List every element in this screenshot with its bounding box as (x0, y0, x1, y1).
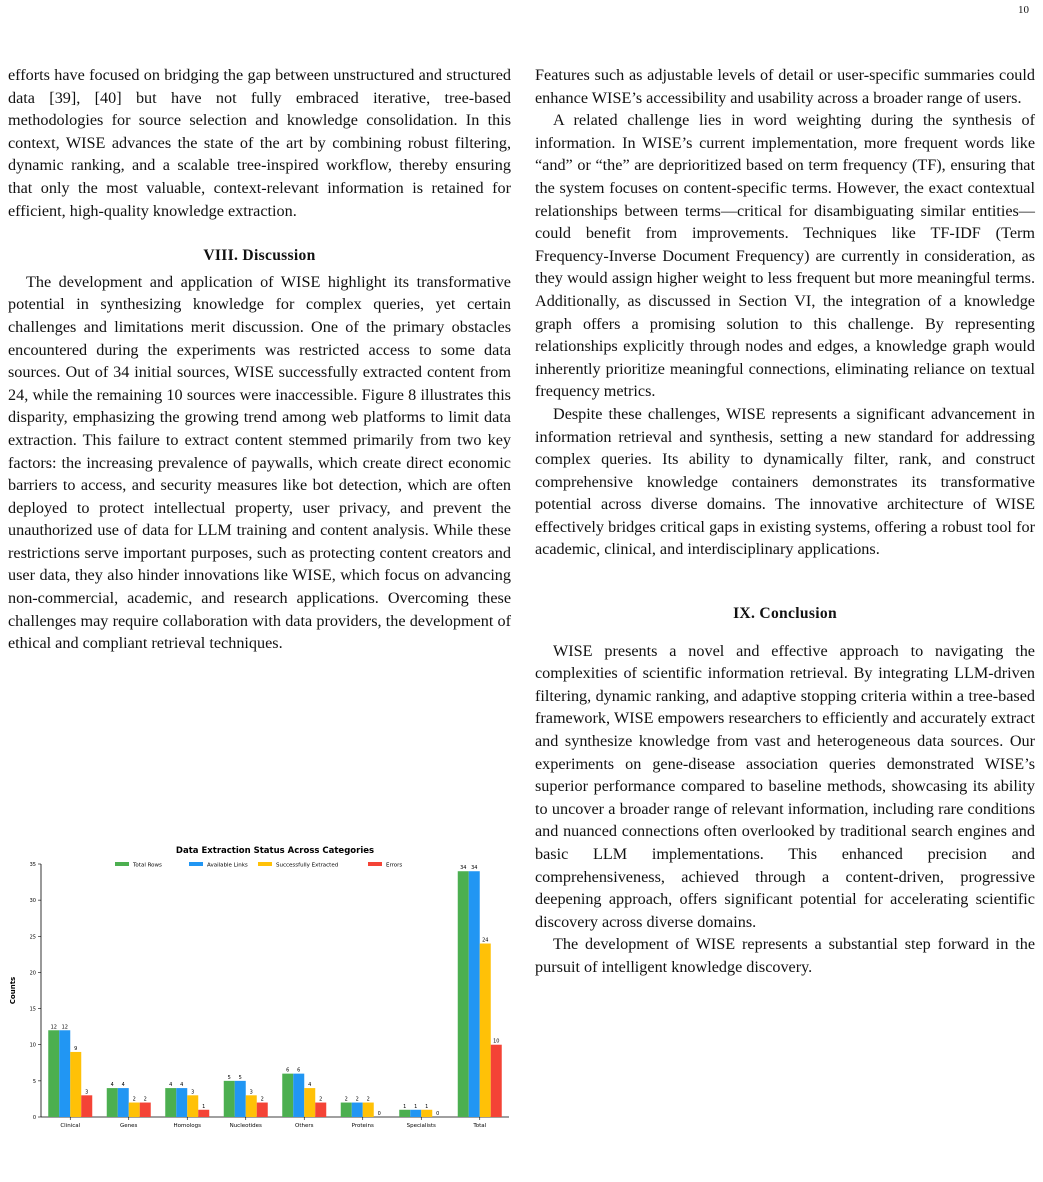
bar (352, 1103, 363, 1117)
x-tick-label: Homologs (173, 1123, 201, 1129)
bar-value-label: 1 (202, 1103, 206, 1110)
bar (176, 1088, 187, 1117)
bar-value-label: 9 (74, 1045, 78, 1052)
bar (293, 1074, 304, 1117)
bar (165, 1088, 176, 1117)
bar-value-label: 4 (180, 1082, 184, 1089)
bar (469, 871, 480, 1117)
bar-value-label: 1 (425, 1103, 429, 1110)
bar (118, 1088, 129, 1117)
conclusion-paragraph-1: WISE presents a novel and effective approach to navigating the complexities of scientific information retrieval. By integrating LLM-driven filtering, dynamic ranking, and adaptive stopping criteria within a tree-based framework, WISE empowers researchers to efficiently and accurately extract and synthesize knowledge from vast and heterogeneous data sources. Our experiments on gene-disease association queries demonstrated WISE’s superior performance compared to baseline methods, showcasing its ability to uncover a broader range of relevant information, including rare conditions and nuanced connections often overlooked by traditional search engines and basic LLM implementations. This enhanced precision and comprehensiveness, achieved through a content-driven, progressive deepening approach, offers significant potential for accelerating scientific discovery across diverse domains. (535, 641, 1035, 931)
bar-value-label: 2 (344, 1096, 348, 1103)
x-tick-label: Clinical (60, 1123, 81, 1129)
bar (304, 1088, 315, 1117)
discussion-paragraph: The development and application of WISE highlight its transformative potential in synthesizing knowledge for complex queries, yet certain challenges and limitations merit discussion. One of the primary obstacles encountered during the experiments was restricted access to some data sources. Out of 34 initial sources, WISE successfully extracted content from 24, while the remaining 10 sources were inaccessible. Figure 8 illustrates this disparity, emphasizing the growing trend among web platforms to limit data extraction. This failure to extract content stemmed primarily from two key factors: the increasing prevalence of paywalls, which create direct economic barriers to access, and security measures like bot detection, which are often deployed to protect intellectual property, user privacy, and prevent the unauthorized use of data for LLM training and content analysis. While these restrictions serve important purposes, such as protecting content creators and user data, they also hinder innovations like WISE, which focus on advancing non-commercial, academic, and research applications. Overcoming these challenges may require collaboration with data providers, the development of ethical and compliant retrieval techniques. (8, 272, 511, 653)
bar (399, 1110, 410, 1117)
page-number: 10 (1018, 4, 1029, 16)
legend-label: Total Rows (133, 862, 162, 869)
bar-value-label: 3 (85, 1089, 89, 1096)
legend-swatch (189, 862, 203, 866)
bar-value-label: 2 (319, 1096, 323, 1103)
bar-value-label: 4 (121, 1082, 125, 1089)
y-tick-label: 10 (29, 1042, 36, 1049)
intro-paragraph: efforts have focused on bridging the gap between unstructured and structured data [39], [40] but have not fully embraced iterative, tree-based methodologies for source selection and knowledge consolidation. In this context, WISE advances the state of the art by combining robust filtering, dynamic ranking, and a scalable tree-inspired workflow, thereby ensuring that only the most valuable, context-relevant information is retained for efficient, high-quality knowledge extraction. (8, 66, 511, 220)
bar-value-label: 6 (297, 1067, 301, 1074)
bar-value-label: 12 (50, 1024, 57, 1031)
bar-value-label: 10 (493, 1038, 500, 1045)
bar-value-label: 1 (403, 1103, 407, 1110)
bar-value-label: 2 (260, 1096, 264, 1103)
bar (410, 1110, 421, 1117)
y-axis-label: Counts (9, 976, 17, 1005)
legend-label: Successfully Extracted (276, 862, 339, 869)
bar-value-label: 4 (110, 1082, 114, 1089)
x-tick-label: Genes (120, 1123, 138, 1129)
bar-value-label: 3 (191, 1089, 195, 1096)
y-tick-label: 30 (29, 898, 36, 905)
bar (363, 1103, 374, 1117)
legend-label: Errors (386, 862, 403, 869)
bar (70, 1052, 81, 1117)
bar (491, 1045, 502, 1117)
figure-8 (6, 842, 518, 1142)
bar (198, 1110, 209, 1117)
bar (224, 1081, 235, 1117)
bar (107, 1088, 118, 1117)
y-tick-label: 0 (32, 1115, 36, 1121)
bar-value-label: 4 (169, 1082, 173, 1089)
conclusion-heading: IX. Conclusion (733, 605, 837, 623)
bar-value-label: 3 (249, 1089, 253, 1096)
bar-value-label: 2 (355, 1096, 359, 1103)
bar-value-label: 2 (143, 1096, 147, 1103)
bar-value-label: 2 (366, 1096, 370, 1103)
bar (187, 1095, 198, 1117)
y-tick-label: 20 (29, 970, 36, 977)
right-column (535, 64, 1035, 979)
right-paragraph-2: A related challenge lies in word weighting during the synthesis of information. In WISE’s current implementation, more frequent words like “and” or “the” are deprioritized based on term frequency (TF), ensuring that the system focuses on content-specific terms. However, the exact contextual relationships between terms—critical for disambiguating similar entities—could benefit from improvements. Techniques like TF-IDF (Term Frequency-Inverse Document Frequency) are currently in consideration, as they would assign higher weight to less frequent but more meaningful terms. Additionally, as discussed in Section VI, the integration of a knowledge graph offers a promising solution to this challenge. By representing relationships explicitly through nodes and edges, a knowledge graph would inherently prioritize meaningful connections, eliminating reliance on textual frequency metrics. (535, 111, 1035, 401)
bar-value-label: 5 (227, 1074, 231, 1081)
y-tick-label: 35 (29, 862, 36, 868)
legend-label: Available Links (207, 862, 248, 869)
bar-value-label: 34 (471, 865, 478, 872)
x-tick-label: Nucleotides (229, 1123, 262, 1129)
legend-swatch (115, 862, 129, 866)
bar (257, 1103, 268, 1117)
chart-title: Data Extraction Status Across Categories (175, 846, 375, 856)
bar (129, 1103, 140, 1117)
bar-value-label: 34 (460, 865, 467, 872)
bar (282, 1074, 293, 1117)
legend-swatch (258, 862, 272, 866)
x-tick-label: Others (295, 1123, 314, 1129)
bar-value-label: 1 (414, 1103, 418, 1110)
bar (59, 1030, 70, 1117)
x-tick-label: Specialists (406, 1123, 436, 1129)
right-paragraph-3: Despite these challenges, WISE represents a significant advancement in information retrieval and synthesis, setting a new standard for addressing complex queries. Its ability to dynamically filter, rank, and construct comprehensive knowledge containers demonstrates its transformative potential across diverse domains. The innovative architecture of WISE effectively bridges critical gaps in existing systems, offering a robust tool for academic, clinical, and interdisciplinary applications. (535, 404, 1035, 559)
bar-value-label: 24 (482, 937, 489, 944)
y-tick-label: 15 (29, 1006, 36, 1013)
bar-chart (6, 842, 518, 1142)
bar (48, 1030, 59, 1117)
legend-swatch (368, 862, 382, 866)
bar (341, 1103, 352, 1117)
bar (458, 871, 469, 1117)
bar (315, 1103, 326, 1117)
left-column (8, 64, 511, 655)
bar-value-label: 2 (132, 1096, 136, 1103)
right-paragraph-1: Features such as adjustable levels of detail or user-specific summaries could enhance WISE’s accessibility and usability across a broader range of users. (535, 66, 1035, 107)
bar (235, 1081, 246, 1117)
bar (140, 1103, 151, 1117)
bar-value-label: 5 (238, 1074, 242, 1081)
bar (480, 944, 491, 1117)
y-tick-label: 5 (32, 1078, 36, 1085)
y-tick-label: 25 (29, 934, 36, 941)
bar (81, 1095, 92, 1117)
x-tick-label: Total (473, 1123, 487, 1129)
bar (246, 1095, 257, 1117)
bar-value-label: 4 (308, 1082, 312, 1089)
conclusion-paragraph-2: The development of WISE represents a substantial step forward in the pursuit of intelligent knowledge discovery. (535, 935, 1035, 976)
bar-value-label: 0 (436, 1111, 440, 1117)
x-tick-label: Proteins (351, 1123, 374, 1129)
bar (421, 1110, 432, 1117)
bar-value-label: 6 (286, 1067, 290, 1074)
discussion-heading: VIII. Discussion (203, 247, 316, 265)
bar-value-label: 0 (377, 1111, 381, 1117)
bar-value-label: 12 (61, 1024, 68, 1031)
